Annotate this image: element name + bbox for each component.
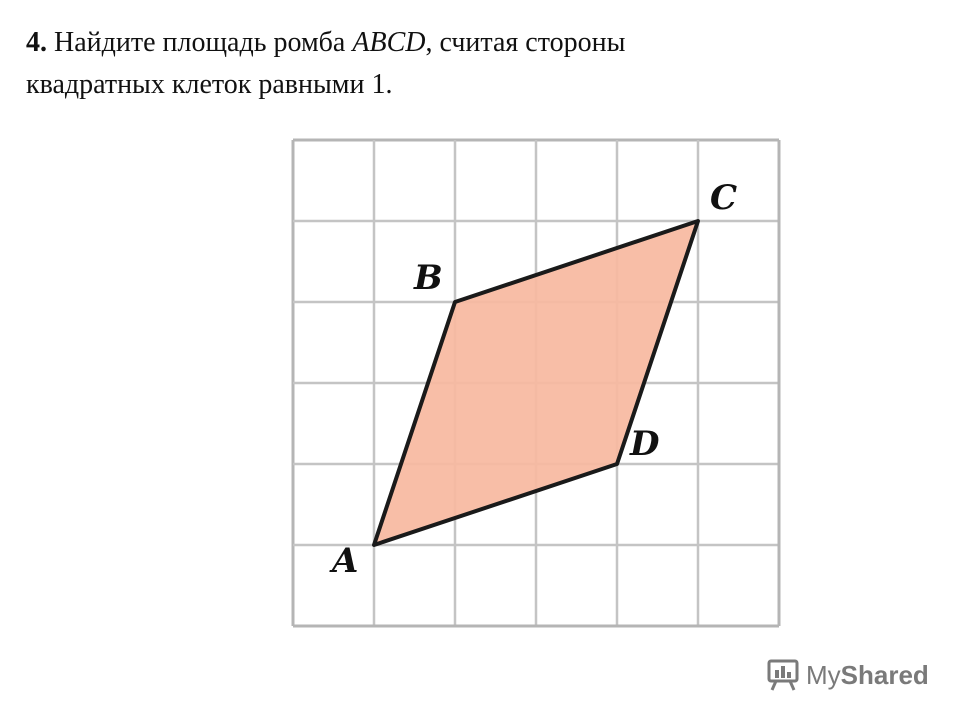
vertex-label-d: D xyxy=(630,424,660,464)
problem-text-after: , считая стороны xyxy=(425,27,626,58)
problem-number: 4. xyxy=(26,27,47,58)
vertex-label-a: A xyxy=(332,541,359,581)
problem-text-line2: квадратных клеток равными 1. xyxy=(26,69,393,100)
myshared-watermark xyxy=(766,656,929,694)
vertex-label-c: C xyxy=(710,178,738,218)
presentation-board-icon xyxy=(766,658,800,692)
figure-name: ABCD xyxy=(352,27,426,58)
vertex-label-b: B xyxy=(414,258,443,298)
watermark-shared: Shared xyxy=(840,659,929,690)
problem-text-before: Найдите площадь ромба xyxy=(47,27,353,58)
watermark-my: My xyxy=(806,659,841,690)
